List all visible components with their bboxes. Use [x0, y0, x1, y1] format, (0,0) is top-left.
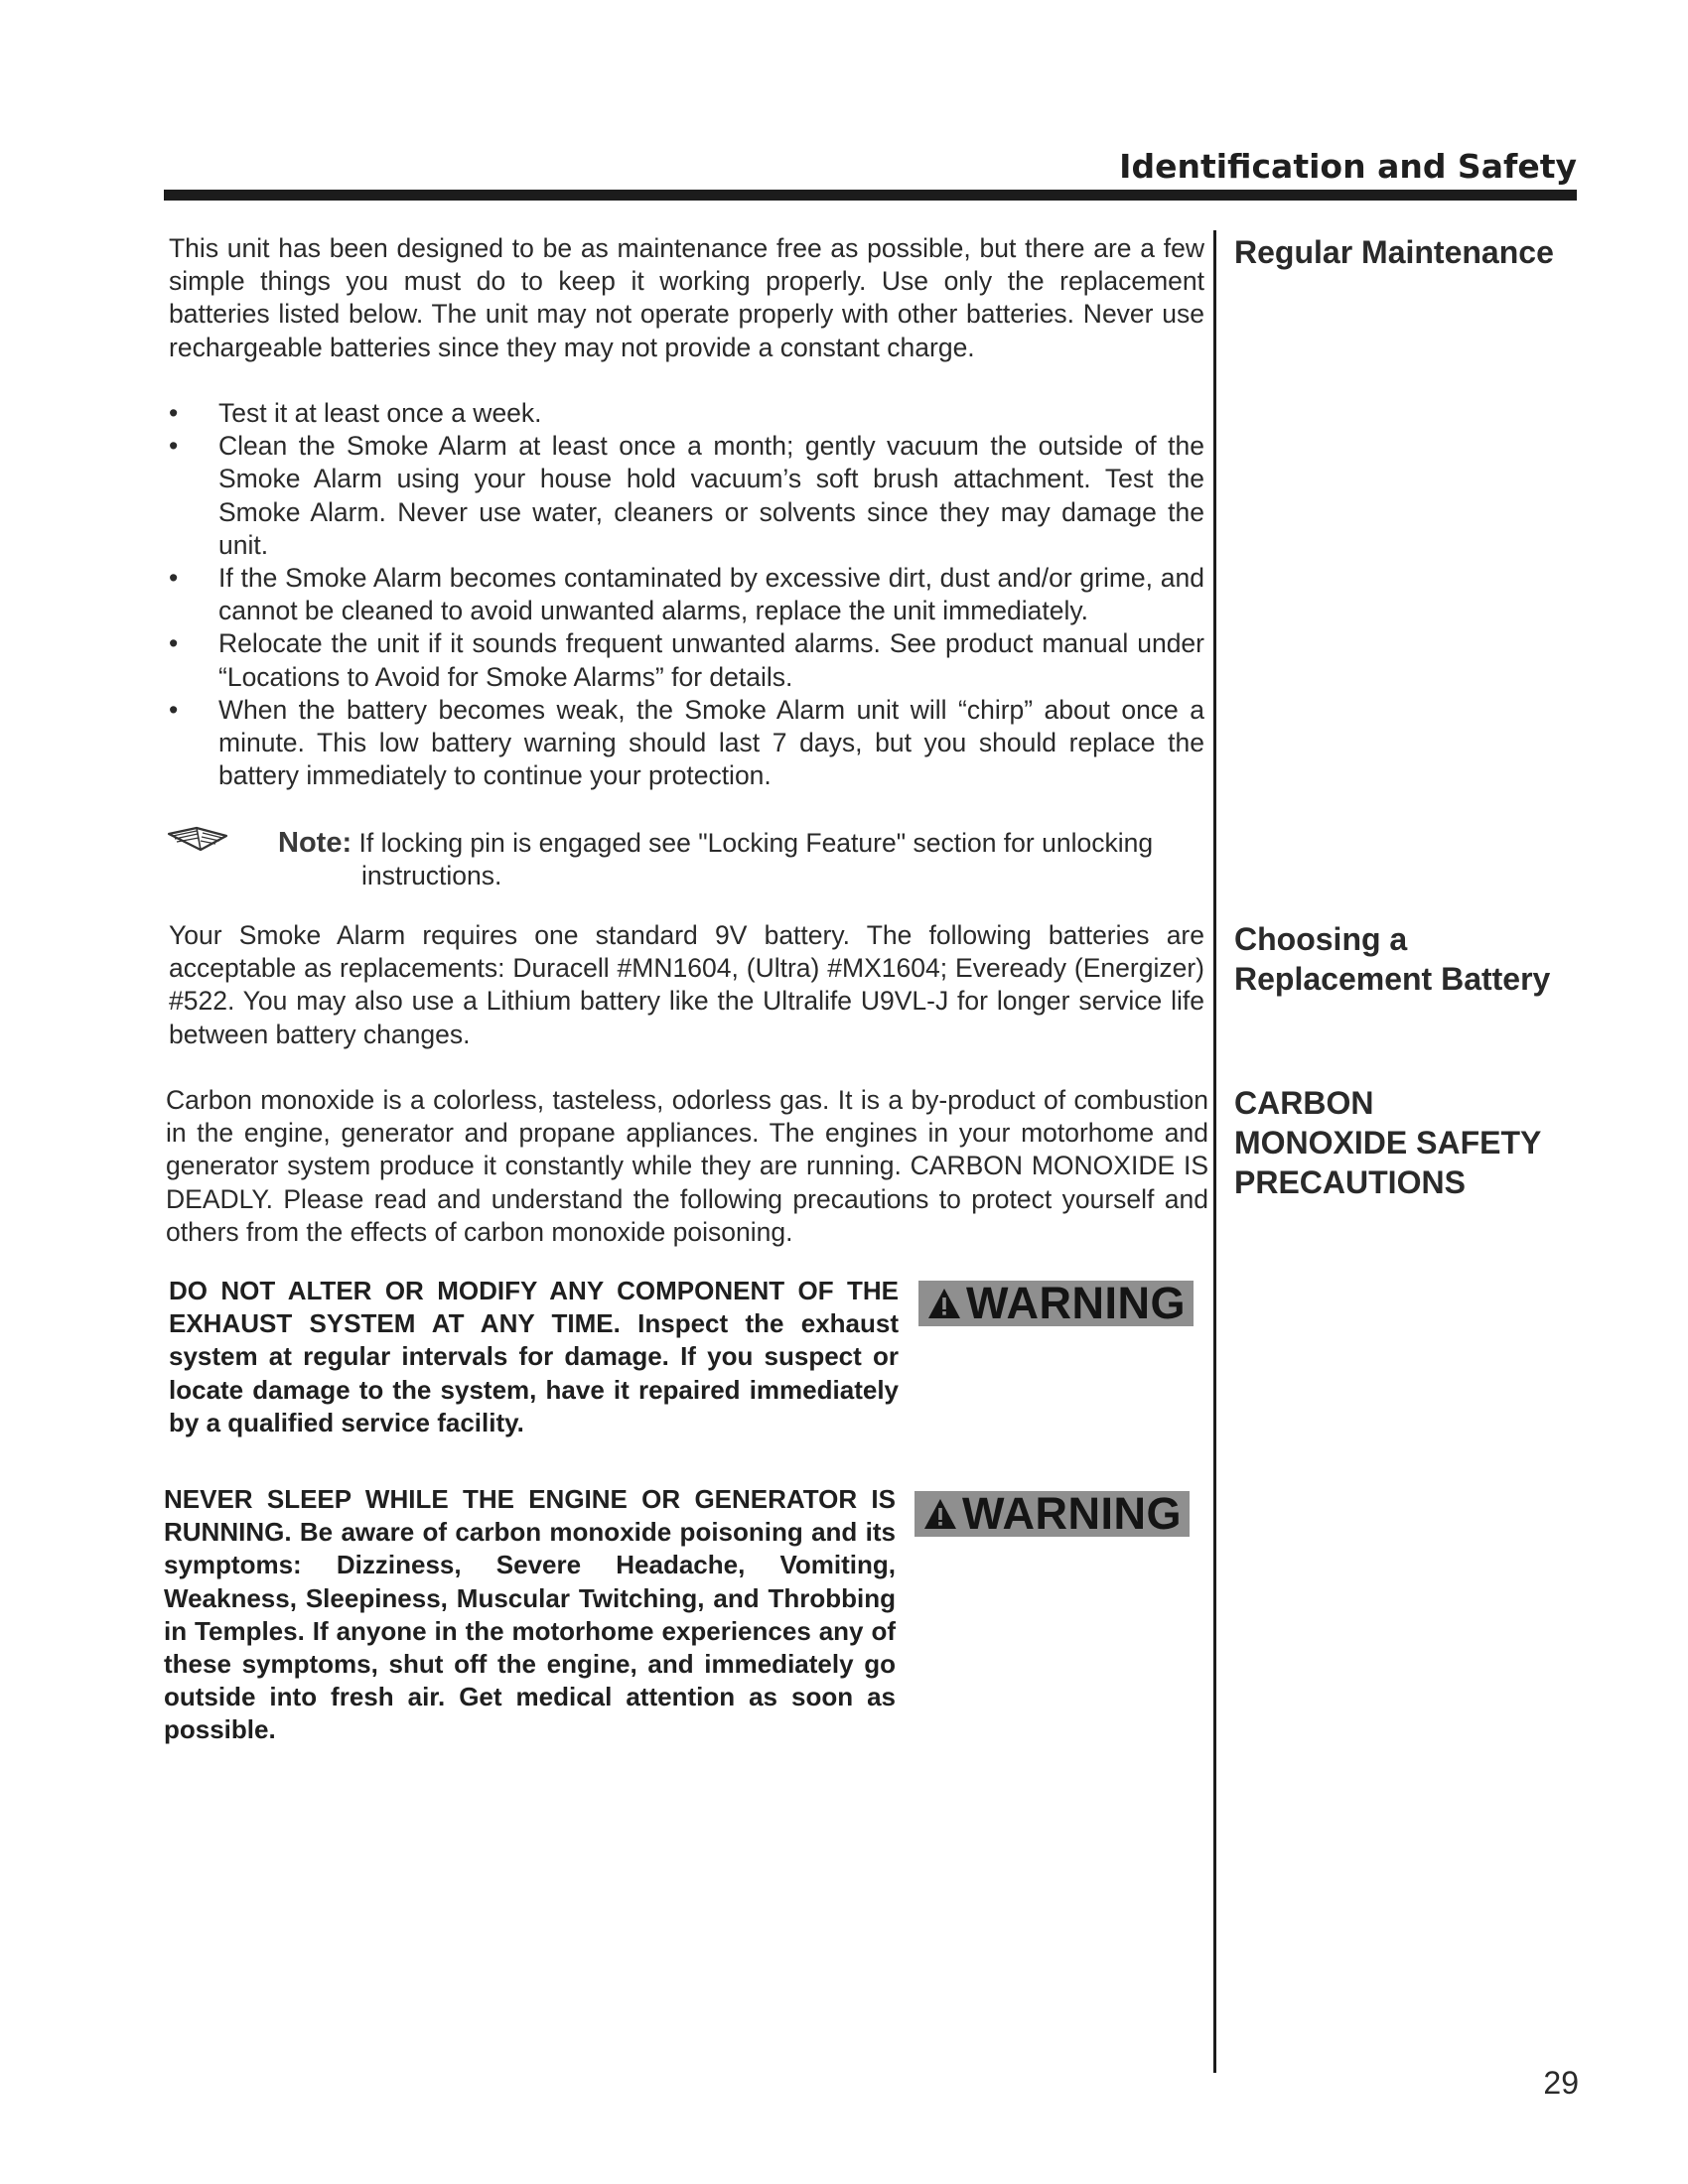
list-item-text: Relocate the unit if it sounds frequent unwanted alarms. See product manual under “Locations to Avoid for Smoke Alarms” for details. [218, 628, 1204, 692]
battery-text: Your Smoke Alarm requires one standard 9V battery. The following batteries are acceptable as replacements: Duracell #MN1604, (Ultra) #MX1604; Eveready (Energizer) #522. You may also use a Lithium battery like the Ultralife U9VL-J for longer service life between battery changes. [169, 920, 1204, 1049]
maintenance-intro [169, 232, 1204, 364]
warning-badge [914, 1488, 1190, 1539]
bullet-dot: • [169, 628, 179, 659]
note-text-line2: instructions. [361, 861, 502, 891]
co-heading-line3: PRECAUTIONS [1234, 1164, 1466, 1200]
battery-section [169, 919, 1204, 1051]
co-heading-line1: CARBON [1234, 1085, 1374, 1121]
note-block [278, 827, 1206, 892]
battery-heading-line1: Choosing a [1234, 921, 1408, 957]
co-heading [1234, 1083, 1541, 1202]
battery-heading-line2: Replacement Battery [1234, 961, 1551, 997]
note-text-line1: If locking pin is engaged see "Locking Feature" section for unlocking [358, 828, 1154, 858]
warning-triangle-icon [926, 1287, 962, 1320]
list-item [169, 430, 1204, 562]
warning-text: NEVER SLEEP WHILE THE ENGINE OR GENERATOR IS RUNNING. Be aware of carbon monoxide poisoning and its symptoms: Dizziness, Severe Headache, Vomiting, Weakness, Sleepiness, Muscular Twitching, and Throbbing in Temples. If anyone in the motorhome experiences any of these symptoms, shut off the engine, and immediately go outside into fresh air. Get medical attention as soon as possible. [164, 1484, 896, 1745]
list-item [169, 627, 1204, 693]
bullet-dot: • [169, 431, 179, 462]
warning-triangle-icon [922, 1497, 958, 1531]
list-item-text: Clean the Smoke Alarm at least once a month; gently vacuum the outside of the Smoke Alarm using your house hold vacuum’s soft brush attachment. Test the Smoke Alarm. Never use water, cleaners or solvents since they may damage the unit. [218, 431, 1204, 560]
co-text: Carbon monoxide is a colorless, tasteless, odorless gas. It is a by-product of combustion in the engine, generator and propane appliances. The engines in your motorhome and generator system produce it constantly while they are running. CARBON MONOXIDE IS DEADLY. Please read and understand the following precautions to protect yourself and others from the effects of carbon monoxide poisoning. [166, 1085, 1208, 1247]
page-number: 29 [1543, 2065, 1579, 2101]
battery-heading [1234, 919, 1550, 999]
maintenance-intro-text: This unit has been designed to be as maintenance free as possible, but there are a few simple things you must do to keep it working properly. Use only the replacement batteries listed below. The unit may not operate properly with other batteries. Never use rechargeable batteries since they may not provide a constant charge. [169, 233, 1204, 362]
list-item-text: Test it at least once a week. [218, 398, 542, 428]
warning-text: DO NOT ALTER OR MODIFY ANY COMPONENT OF THE EXHAUST SYSTEM AT ANY TIME. Inspect the exhaust system at regular intervals for damage. If you suspect or locate damage to the system, have it repaired immediately by a qualified service facility. [169, 1276, 899, 1437]
co-heading-line2: MONOXIDE SAFETY [1234, 1125, 1542, 1160]
bullet-dot: • [169, 694, 179, 725]
list-item-text: When the battery becomes weak, the Smoke Alarm unit will “chirp” about once a minute. This low battery warning should last 7 days, but you should replace the battery immediately to continue your protection. [218, 694, 1204, 791]
maintenance-bullet-list [169, 397, 1204, 792]
list-item [169, 694, 1204, 793]
warning-badge-label: WARNING [962, 1488, 1182, 1539]
regular-maintenance-heading: Regular Maintenance [1234, 234, 1554, 270]
list-item [169, 562, 1204, 627]
page-header-title: Identification and Safety [1119, 147, 1577, 186]
list-item [169, 397, 1204, 430]
open-book-icon [167, 824, 228, 854]
bullet-dot: • [169, 563, 179, 594]
co-section [166, 1084, 1208, 1249]
bullet-dot: • [169, 398, 179, 428]
header-rule [164, 190, 1577, 201]
list-item-text: If the Smoke Alarm becomes contaminated by excessive dirt, dust and/or grime, and cannot be cleaned to avoid unwanted alarms, replace the unit immediately. [218, 563, 1204, 626]
warning-badge-label: WARNING [966, 1278, 1186, 1328]
column-divider [1213, 230, 1216, 2073]
warning-badge [918, 1278, 1194, 1328]
note-label: Note: [278, 827, 352, 859]
